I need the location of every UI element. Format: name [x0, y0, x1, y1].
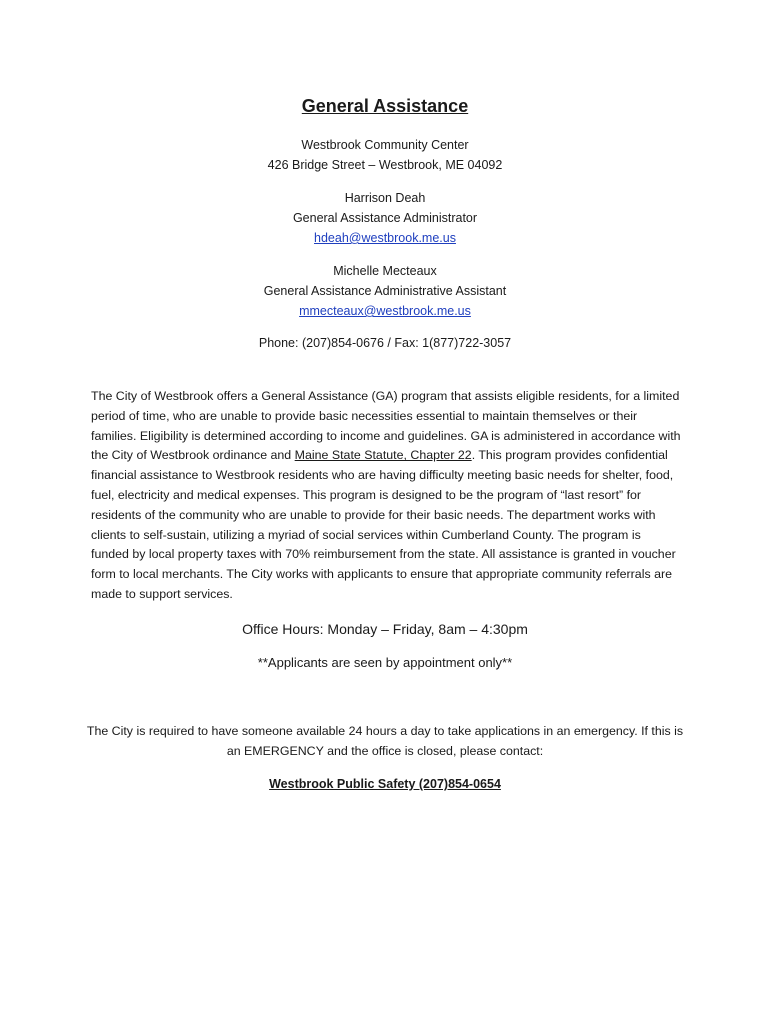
- contact-name: Michelle Mecteaux: [333, 264, 437, 278]
- contact-email-link[interactable]: hdeah@westbrook.me.us: [314, 231, 456, 245]
- contact-role: General Assistance Administrative Assistant: [263, 284, 507, 298]
- contact-name: Harrison Deah: [344, 191, 426, 205]
- emergency-contact: Westbrook Public Safety (207)854-0654: [269, 777, 501, 791]
- office-hours: Office Hours: Monday – Friday, 8am – 4:30pm: [242, 621, 528, 637]
- location-address: 426 Bridge Street – Westbrook, ME 04092: [267, 158, 503, 172]
- phone-fax-line: Phone: (207)854-0676 / Fax: 1(877)722-3057: [258, 336, 512, 350]
- description-text: . This program provides confidential financial assistance to Westbrook residents who are having difficulty meeting basic needs for shelter, food, fuel, electricity and medical expenses. This program is designed to be the program of “last resort” for residents of the community who are unable to provide for their basic needs. The department works with clients to self-sustain, utilizing a myriad of social services within Cumberland County. The program is funded by local property taxes with 70% reimbursement from the state. All assistance is granted in voucher form to local merchants. The City works with applicants to ensure that appropriate community referrals are made to support services.: [91, 448, 676, 601]
- emergency-notice: The City is required to have someone available 24 hours a day to take applications in an emergency. If this is an EMERGENCY and the office is closed, please contact:: [86, 724, 684, 758]
- contact-assistant: [0, 261, 770, 321]
- statute-link[interactable]: Maine State Statute, Chapter 22: [294, 448, 472, 463]
- contact-administrator: [0, 188, 770, 248]
- contact-role: General Assistance Administrator: [292, 211, 478, 225]
- page-title: General Assistance: [301, 96, 469, 116]
- description-text: The City of Westbrook offers a General Assistance (GA) program that assists eligible residents, for a limited period of time, who are unable to provide basic necessities essential to maintain themselves or their families. Eligibility is determined according to income and guidelines. GA is administered in accordance with the City of Westbrook ordinance and: [91, 389, 681, 463]
- program-description: [91, 387, 681, 605]
- contact-email-link[interactable]: mmecteaux@westbrook.me.us: [299, 304, 471, 318]
- location-block: [0, 135, 770, 175]
- location-name: Westbrook Community Center: [301, 138, 469, 152]
- appointment-note: **Applicants are seen by appointment only**: [257, 655, 513, 670]
